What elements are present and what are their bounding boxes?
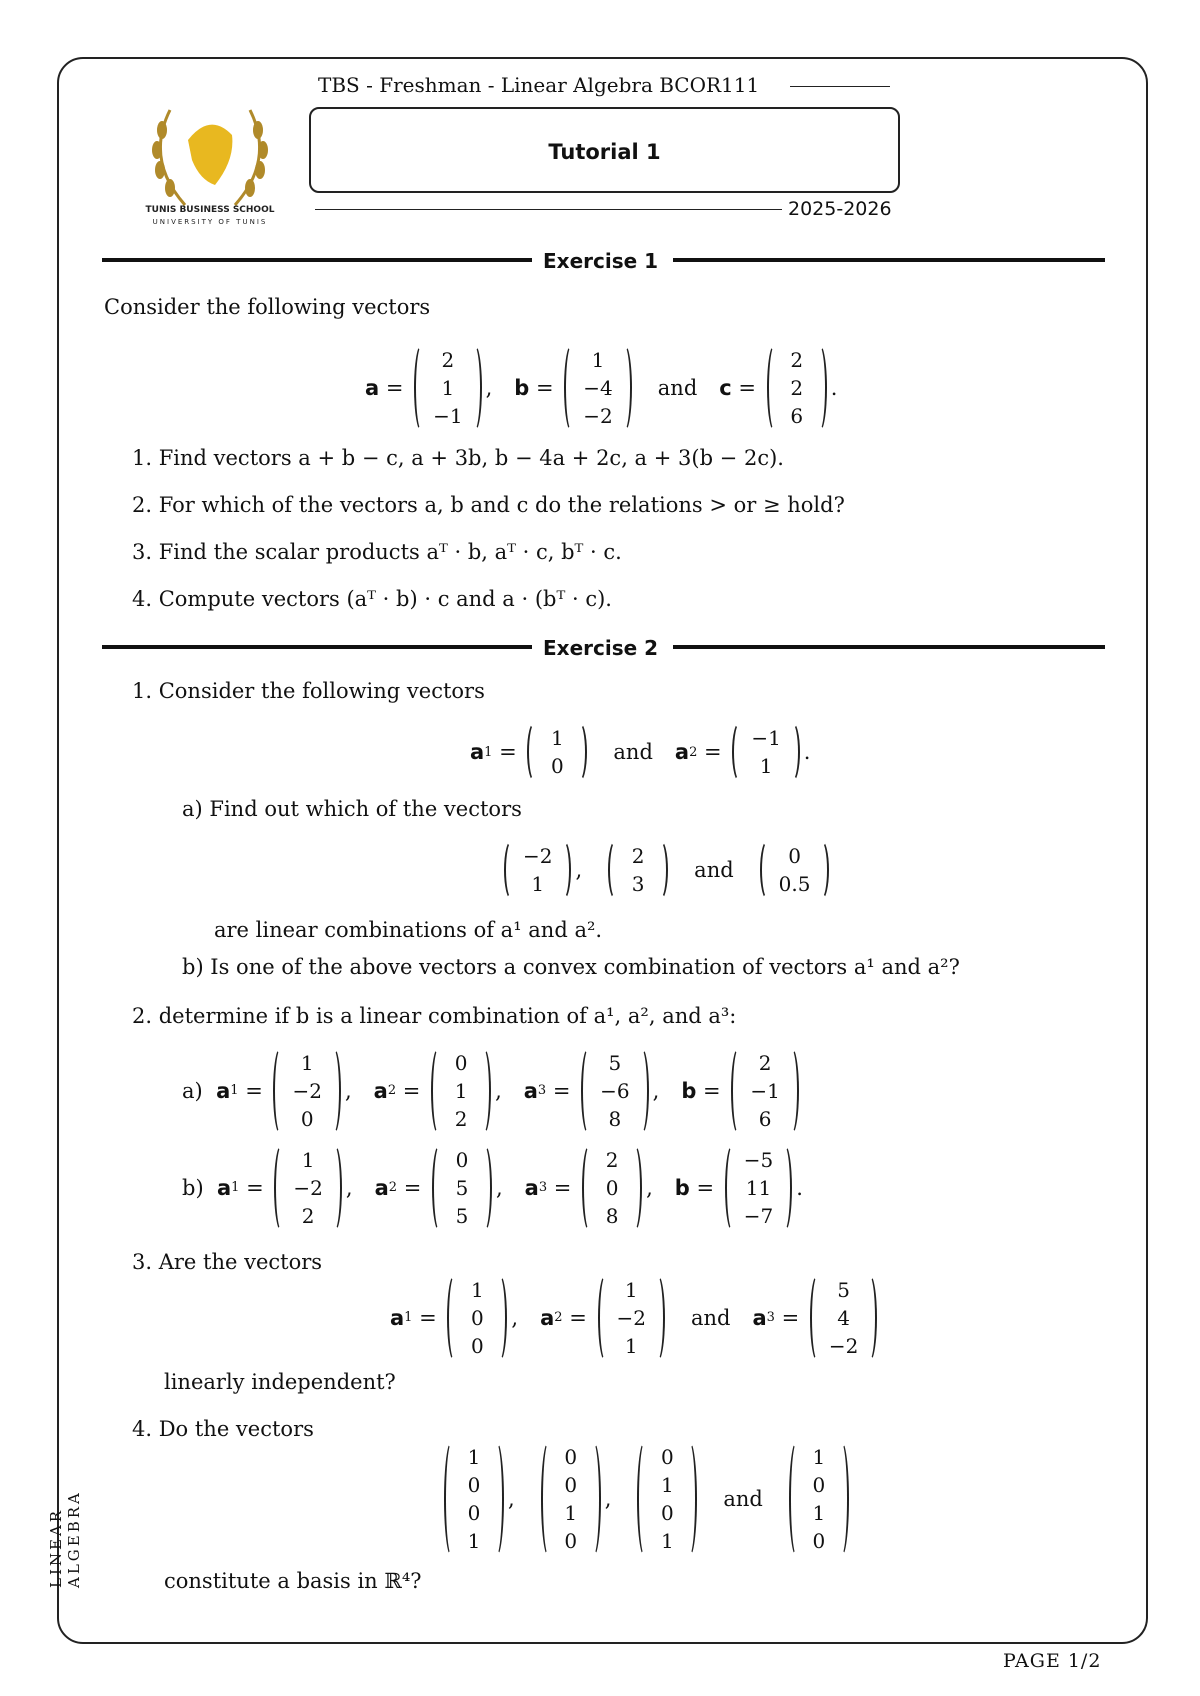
ex1-rule-left	[102, 258, 532, 262]
ex2-question-4: 4. Do the vectors	[132, 1417, 314, 1441]
ex2-q2b-vectors: b) a 1 = 1 −2 2 , a 2 = 0 5 5 , a 3 = 2 0 8 , b = −5 11 −7 .	[182, 1140, 803, 1235]
svg-text:TUNIS BUSINESS SCHOOL: TUNIS BUSINESS SCHOOL	[145, 205, 275, 215]
ex2-question-2: 2. determine if b is a linear combination of a¹, a², and a³:	[132, 1004, 737, 1028]
ex2-q3-tail: linearly independent?	[164, 1370, 396, 1394]
course-title: TBS - Freshman - Linear Algebra BCOR111	[318, 73, 760, 97]
ex2-q2a-vectors: a) a 1 = 1 −2 0 , a 2 = 0 1 2 , a 3 = 5 −6 8 , b = 2 −1 6	[182, 1043, 803, 1138]
course-title-line	[790, 86, 890, 87]
vector-c: 2 2 6	[767, 344, 827, 432]
school-logo	[140, 100, 280, 230]
ex2-q1b: b) Is one of the above vectors a convex combination of vectors a¹ and a²?	[182, 955, 960, 979]
year-line	[315, 209, 782, 210]
academic-year: 2025-2026	[788, 198, 892, 220]
tutorial-title: Tutorial 1	[548, 140, 661, 164]
vector-b: 1 −4 −2	[564, 344, 631, 432]
ex2-heading: Exercise 2	[543, 636, 659, 660]
ex1-heading: Exercise 1	[543, 249, 659, 273]
ex2-rule-right	[673, 645, 1105, 649]
ex1-question-2: 2. For which of the vectors a, b and c do the relations > or ≥ hold?	[132, 493, 845, 517]
ex2-question-3: 3. Are the vectors	[132, 1250, 323, 1274]
ex2-q4-vectors: 1 0 0 1 , 0 0 1 0 , 0 1 0 1 and 1 0 1 0	[440, 1438, 853, 1560]
ex1-question-1: 1. Find vectors a + b − c, a + 3b, b − 4a + 2c, a + 3(b − 2c).	[132, 446, 784, 470]
vector-a: 2 1 −1	[414, 344, 481, 432]
ex1-question-4: 4. Compute vectors (aᵀ · b) · c and a · (bᵀ · c).	[132, 587, 612, 611]
ex1-rule-right	[673, 258, 1105, 262]
ex1-vectors: a = 2 1 −1 , b = 1 −4 −2 and c = 2 2 6 .	[365, 340, 837, 435]
ex1-question-3: 3. Find the scalar products aᵀ · b, aᵀ · c, bᵀ · c.	[132, 540, 622, 564]
ex2-q1a: a) Find out which of the vectors	[182, 797, 522, 821]
ex1-intro: Consider the following vectors	[104, 295, 431, 319]
side-label: LINEAR ALGEBRA	[47, 1490, 83, 1588]
ex2-q1a-tail: are linear combinations of a¹ and a².	[214, 918, 603, 942]
ex2-q1-vectors: a 1 = 1 0 and a 2 = −1 1 .	[470, 722, 810, 782]
ex2-q4-tail: constitute a basis in ℝ⁴?	[164, 1569, 422, 1593]
ex2-q1a-vectors: −2 1 , 2 3 and 0 0.5	[500, 840, 833, 900]
page-number: PAGE 1/2	[1003, 1650, 1102, 1672]
ex2-q3-vectors: a 1 = 1 0 0 , a 2 = 1 −2 1 and a 3 = 5 4 −2	[390, 1270, 881, 1365]
ex2-question-1: 1. Consider the following vectors	[132, 679, 485, 703]
ex2-rule-left	[102, 645, 532, 649]
svg-text:UNIVERSITY OF TUNIS: UNIVERSITY OF TUNIS	[152, 218, 268, 226]
